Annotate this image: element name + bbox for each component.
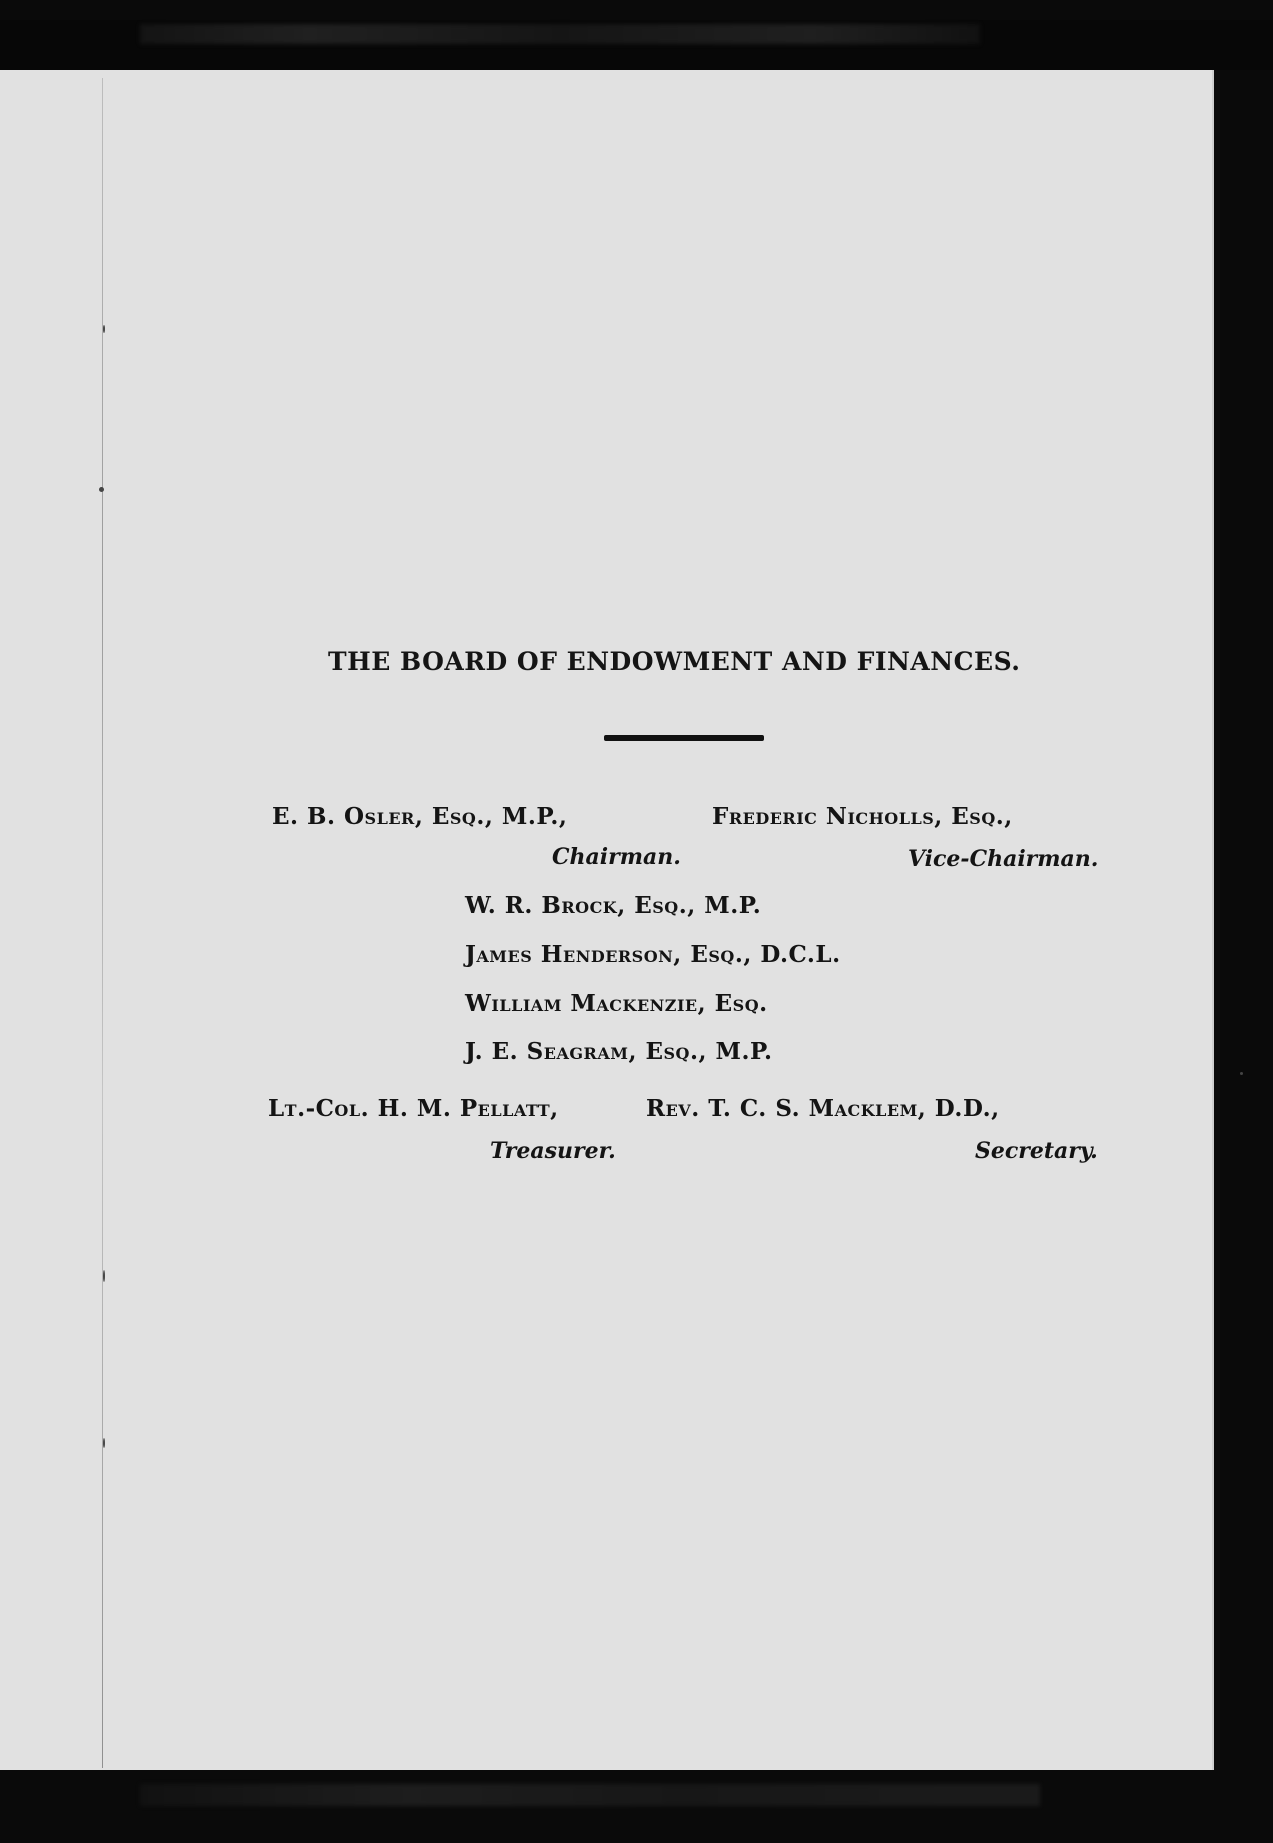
member-nicholls-role: Vice-Chairman. bbox=[908, 846, 1099, 872]
member-macklem-name: Rev. T. C. S. Macklem, D.D., bbox=[646, 1095, 1000, 1122]
scan-speck bbox=[103, 325, 105, 333]
member-pellatt-name: Lt.-Col. H. M. Pellatt, bbox=[268, 1095, 559, 1122]
document-page bbox=[0, 70, 1214, 1770]
member-seagram-name: J. E. Seagram, Esq., M.P. bbox=[465, 1038, 773, 1065]
member-osler-name: E. B. Osler, Esq., M.P., bbox=[272, 803, 568, 830]
member-mackenzie-name: William Mackenzie, Esq. bbox=[465, 990, 768, 1017]
member-osler-role: Chairman. bbox=[552, 844, 681, 870]
member-nicholls-name: Frederic Nicholls, Esq., bbox=[712, 803, 1013, 830]
scan-bottom-smudge bbox=[140, 1784, 1040, 1806]
scan-speck bbox=[1240, 1072, 1243, 1075]
member-brock-name: W. R. Brock, Esq., M.P. bbox=[465, 892, 762, 919]
page-heading: THE BOARD OF ENDOWMENT AND FINANCES. bbox=[328, 647, 1021, 676]
scan-speck bbox=[99, 487, 104, 492]
member-pellatt-role: Treasurer. bbox=[490, 1138, 616, 1164]
heading-rule bbox=[604, 735, 764, 741]
scan-speck bbox=[103, 1270, 105, 1282]
scan-top-smudge bbox=[140, 24, 980, 44]
scan-speck bbox=[103, 1438, 105, 1448]
member-henderson-name: James Henderson, Esq., D.C.L. bbox=[465, 941, 841, 968]
member-macklem-role: Secretary. bbox=[975, 1138, 1098, 1164]
